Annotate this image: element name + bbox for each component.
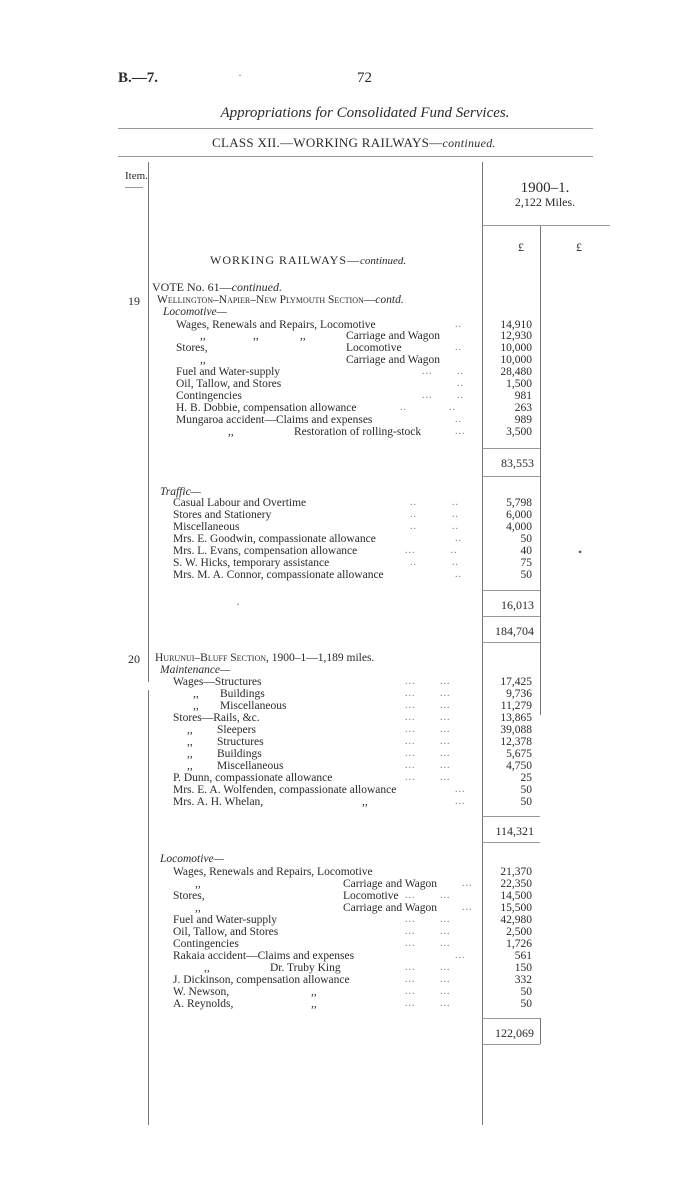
- item20-maintenance-heading: Maintenance—: [160, 664, 231, 676]
- item20-loco-value-5: 42,980: [500, 914, 532, 926]
- item20-maint-line-3: Miscellaneous: [220, 700, 287, 712]
- item20-loco-line-2: Carriage and Wagon: [343, 878, 438, 890]
- vote-label-cont: continued.: [231, 280, 282, 294]
- item19-loco-total: 83,553: [501, 456, 534, 470]
- miles-header: 2,122 Miles.: [514, 195, 576, 209]
- year-header: 1900–1.: [520, 180, 570, 196]
- leader-dots: ... ...: [405, 736, 451, 747]
- item20-loco-line-1: Wages, Renewals and Repairs, Locomotive: [173, 866, 373, 878]
- item20-loco-line-7: Contingencies: [173, 938, 239, 950]
- item19-locomotive-heading: Locomotive—: [163, 306, 227, 318]
- item19-loco-line-9: Mungaroa accident—Claims and expenses: [176, 414, 373, 426]
- leader-dots: ...: [455, 950, 466, 961]
- item20-maint-value-10: 50: [520, 784, 532, 796]
- section-heading-text: WORKING RAILWAYS—: [210, 253, 360, 267]
- item19-traffic-line-3: Miscellaneous: [173, 521, 240, 533]
- item19-loco-line-2-text: Carriage and Wagon: [346, 330, 441, 342]
- item19-loco-line-1: Wages, Renewals and Repairs, Locomotive: [176, 319, 376, 331]
- leader-dots: ...: [455, 426, 466, 437]
- item20-loco-value-12: 50: [520, 998, 532, 1010]
- item20-maint-line-4: Stores—Rails, &c.: [173, 712, 260, 724]
- leader-dots: .. ..: [400, 402, 456, 413]
- item19-traffic-value-3: 4,000: [506, 521, 532, 533]
- item19-loco-total-rule-bottom: [482, 476, 540, 477]
- item19-loco-value-2: 12,930: [500, 330, 532, 342]
- leader-dots: ...: [455, 796, 466, 807]
- leader-dots: ...: [455, 784, 466, 795]
- item19-loco-line-3: Stores,: [176, 342, 208, 354]
- item19-loco-value-6: 1,500: [506, 378, 532, 390]
- item19-loco-line-6: Oil, Tallow, and Stores: [176, 378, 282, 390]
- item19-traffic-line-2: Stores and Stationery: [173, 509, 272, 521]
- item19-traffic-value-1: 5,798: [506, 497, 532, 509]
- vote-label-text: VOTE No. 61—: [152, 280, 232, 294]
- item20-maint-line-6: Structures: [217, 736, 264, 748]
- item20-maint-line-7: Buildings: [217, 748, 262, 760]
- item20-loco-line-3: Stores,: [173, 890, 205, 902]
- item19-loco-value-8: 263: [514, 402, 532, 414]
- item20-maint-value-5: 39,088: [500, 724, 532, 736]
- item19-traffic-value-7: 50: [520, 569, 532, 581]
- item19-loco-line-4-ditto: ,,: [200, 354, 206, 366]
- item-header-rule: [125, 187, 143, 188]
- item20-maint-line-11: Mrs. A. H. Whelan,: [173, 796, 264, 808]
- item19-traffic-value-6: 75: [520, 557, 532, 569]
- leader-dots: ..: [455, 342, 462, 353]
- leader-dots: ... ...: [405, 760, 451, 771]
- leader-dots: ... ...: [405, 700, 451, 711]
- leader-dots: ... ...: [405, 748, 451, 759]
- item19-loco-line-3-text: Locomotive: [346, 342, 402, 354]
- leader-dots: ...: [462, 878, 473, 889]
- item-number-20: 20: [128, 652, 140, 666]
- leader-dots: ... ...: [405, 938, 451, 949]
- header-rule: [118, 128, 593, 129]
- item20-maint-line-2: Buildings: [220, 688, 265, 700]
- pound-header-2: £: [576, 240, 582, 254]
- item19-loco-value-4: 10,000: [500, 354, 532, 366]
- item20-maint-value-9: 25: [520, 772, 532, 784]
- leader-dots: ... ...: [405, 676, 451, 687]
- leader-dots: .. ..: [410, 497, 459, 508]
- item20-maint-line-5-ditto: ,,: [187, 724, 193, 736]
- item19-loco-line-8: H. B. Dobbie, compensation allowance: [176, 402, 357, 414]
- item20-loco-line-10: J. Dickinson, compensation allowance: [173, 974, 350, 986]
- item19-loco-value-3: 10,000: [500, 342, 532, 354]
- item-column-header: Item.: [125, 170, 148, 182]
- item20-maint-value-2: 9,736: [506, 688, 532, 700]
- stray-mark: •: [578, 545, 583, 559]
- item19-loco-total-rule: [482, 448, 540, 449]
- item19-grand-total-rule-bottom: [482, 642, 540, 643]
- leader-dots: ... ...: [405, 890, 451, 901]
- leader-dots: ...: [462, 902, 473, 913]
- item19-loco-line-5: Fuel and Water-supply: [176, 366, 281, 378]
- item20-maint-line-11-ditto: ,,: [362, 796, 368, 808]
- stray-mark: ·: [236, 597, 240, 611]
- item20-loco-total-right-border: [540, 1018, 541, 1044]
- item20-maint-value-11: 50: [520, 796, 532, 808]
- item19-traffic-line-1: Casual Labour and Overtime: [173, 497, 307, 509]
- item19-loco-line-10-ditto: ,,: [228, 426, 234, 438]
- item20-loco-total-rule-bottom: [482, 1044, 540, 1045]
- page-number: 72: [357, 70, 372, 86]
- item19-title-cont: contd.: [375, 294, 404, 306]
- item20-title-text: Hurunui–Bluff Section,: [155, 652, 269, 664]
- item20-loco-line-2-ditto: ,,: [195, 878, 201, 890]
- amount-column-divider: [540, 225, 541, 715]
- item19-loco-line-2-ditto2: ,,: [253, 330, 259, 342]
- section-heading-cont: continued.: [360, 255, 407, 267]
- item20-maint-line-8: Miscellaneous: [217, 760, 284, 772]
- item20-maint-line-9: P. Dunn, compassionate allowance: [173, 772, 333, 784]
- item19-title-text: Wellington–Napier–New Plymouth Section—: [157, 294, 376, 306]
- item20-loco-value-10: 332: [514, 974, 532, 986]
- leader-dots: .. ..: [410, 509, 459, 520]
- item19-traffic-line-6: S. W. Hicks, temporary assistance: [173, 557, 330, 569]
- item20-loco-line-12: A. Reynolds,: [173, 998, 234, 1010]
- item19-loco-line-2-ditto3: ,,: [300, 330, 306, 342]
- item19-traffic-value-2: 6,000: [506, 509, 532, 521]
- item20-loco-line-6: Oil, Tallow, and Stores: [173, 926, 279, 938]
- item20-loco-value-1: 21,370: [500, 866, 532, 878]
- item20-loco-value-7: 1,726: [506, 938, 532, 950]
- page-subtitle: Appropriations for Consolidated Fund Services.: [220, 105, 510, 121]
- item20-loco-line-4: Carriage and Wagon: [343, 902, 438, 914]
- item20-maint-value-3: 11,279: [500, 700, 532, 712]
- item20-loco-line-9-ditto: ,,: [204, 962, 210, 974]
- item20-maint-line-3-ditto: ,,: [193, 700, 199, 712]
- leader-dots: ... ...: [405, 688, 451, 699]
- item20-loco-total: 122,069: [495, 1026, 534, 1040]
- item20-loco-value-4: 15,500: [500, 902, 532, 914]
- item20-maint-line-1: Wages—Structures: [173, 676, 262, 688]
- class-heading: [212, 135, 496, 151]
- item19-traffic-value-5: 40: [520, 545, 532, 557]
- item19-traffic-line-7: Mrs. M. A. Connor, compassionate allowance: [173, 569, 384, 581]
- item20-locomotive-heading: Locomotive—: [160, 853, 224, 865]
- document-reference: B.—7.: [118, 70, 159, 86]
- leader-dots: ... ...: [405, 974, 451, 985]
- item19-loco-value-10: 3,500: [506, 426, 532, 438]
- leader-dots: ... ...: [405, 712, 451, 723]
- item19-loco-line-2-ditto: ,,: [200, 330, 206, 342]
- item20-maint-line-6-ditto: ,,: [187, 736, 193, 748]
- item20-maint-line-5: Sleepers: [217, 724, 256, 736]
- class-heading-cont: continued.: [442, 136, 496, 150]
- leader-dots: ..: [455, 414, 462, 425]
- item19-loco-line-4-text: Carriage and Wagon: [346, 354, 441, 366]
- leader-dots: ... ...: [405, 724, 451, 735]
- item20-maint-total-rule-bottom: [482, 842, 540, 843]
- leader-dots: ... ...: [405, 914, 451, 925]
- item20-maint-value-4: 13,865: [500, 712, 532, 724]
- pound-header-1: £: [518, 240, 524, 254]
- item19-loco-value-9: 989: [514, 414, 532, 426]
- item20-maint-value-8: 4,750: [506, 760, 532, 772]
- item19-loco-line-7: Contingencies: [176, 390, 242, 402]
- leader-dots: ..: [455, 319, 462, 330]
- item19-grand-total: 184,704: [495, 624, 534, 638]
- item19-loco-line-10-text: Restoration of rolling-stock: [294, 426, 422, 438]
- item20-loco-value-8: 561: [514, 950, 532, 962]
- item20-loco-line-11-ditto: ,,: [311, 986, 317, 998]
- item20-loco-value-2: 22,350: [500, 878, 532, 890]
- leader-dots: .. ..: [410, 521, 459, 532]
- item20-maint-line-10: Mrs. E. A. Wolfenden, compassionate allowance: [173, 784, 397, 796]
- item19-traffic-heading: Traffic—: [160, 486, 201, 498]
- item20-loco-line-12-ditto: ,,: [311, 998, 317, 1010]
- item19-traffic-line-5: Mrs. L. Evans, compensation allowance: [173, 545, 358, 557]
- item19-traffic-line-4: Mrs. E. Goodwin, compassionate allowance: [173, 533, 376, 545]
- item20-maint-total: 114,321: [495, 824, 534, 838]
- item20-title-rest: 1900–1—1,189 miles.: [268, 652, 375, 664]
- item19-traffic-value-4: 50: [520, 533, 532, 545]
- leader-dots: ..: [455, 533, 462, 544]
- leader-dots: ... ..: [405, 545, 458, 556]
- item20-loco-total-rule: [482, 1018, 540, 1019]
- item19-traffic-total: 16,013: [501, 598, 534, 612]
- item20-maint-value-7: 5,675: [506, 748, 532, 760]
- leader-dots: ..: [422, 378, 464, 389]
- item20-loco-line-5: Fuel and Water-supply: [173, 914, 278, 926]
- class-rule: [118, 156, 593, 157]
- leader-dots: ... ..: [422, 366, 464, 377]
- item20-maint-value-6: 12,378: [500, 736, 532, 748]
- item20-maint-value-1: 17,425: [500, 676, 532, 688]
- item20-loco-value-3: 14,500: [500, 890, 532, 902]
- vote-label: [152, 280, 282, 295]
- item19-loco-value-7: 981: [514, 390, 532, 402]
- item19-loco-value-1: 14,910: [500, 319, 532, 331]
- item20-maint-line-2-ditto: ,,: [193, 688, 199, 700]
- leader-dots: ... ...: [405, 998, 451, 1009]
- item20-loco-line-11: W. Newson,: [173, 986, 230, 998]
- section-heading: [210, 253, 406, 268]
- leader-dots: ... ...: [405, 962, 451, 973]
- item20-loco-line-8: Rakaia accident—Claims and expenses: [173, 950, 355, 962]
- item20-loco-line-4-ditto: ,,: [195, 902, 201, 914]
- leader-dots: .. ..: [410, 557, 459, 568]
- item-column-divider: [148, 162, 149, 682]
- leader-dots: ..: [455, 569, 462, 580]
- item20-loco-value-11: 50: [520, 986, 532, 998]
- leader-dots: ... ...: [405, 926, 451, 937]
- item20-loco-value-9: 150: [514, 962, 532, 974]
- item20-loco-line-9: Dr. Truby King: [270, 962, 341, 974]
- item19-grand-total-rule: [482, 616, 540, 617]
- item19-loco-value-5: 28,480: [500, 366, 532, 378]
- item20-loco-line-3-text: Locomotive: [343, 890, 399, 902]
- item19-title: [157, 294, 404, 306]
- leader-dots: ... ...: [405, 986, 451, 997]
- item20-maint-line-8-ditto: ,,: [187, 760, 193, 772]
- leader-dots: ... ...: [405, 772, 451, 783]
- class-heading-text: CLASS XII.—WORKING RAILWAYS—: [212, 135, 443, 150]
- item20-loco-value-6: 2,500: [506, 926, 532, 938]
- item-column-divider-lower: [148, 690, 149, 1125]
- stray-mark: ·: [238, 68, 242, 82]
- item20-maint-line-7-ditto: ,,: [187, 748, 193, 760]
- year-header-rule: [482, 225, 610, 226]
- item19-traffic-total-rule: [482, 590, 540, 591]
- item20-maint-total-rule: [482, 816, 540, 817]
- item20-title: [155, 652, 374, 664]
- item-number-19: 19: [128, 294, 140, 308]
- leader-dots: ... ..: [422, 390, 464, 401]
